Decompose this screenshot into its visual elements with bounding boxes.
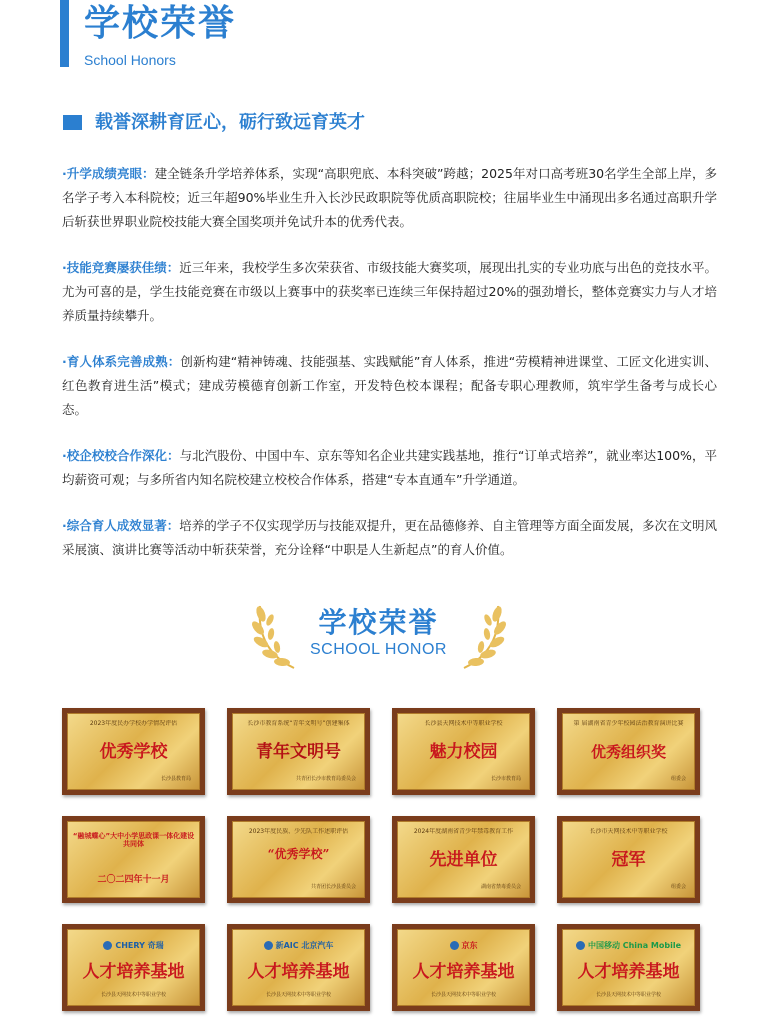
- plaque: [557, 708, 700, 795]
- plaque: [557, 924, 700, 1011]
- paragraph-1: [62, 162, 717, 234]
- plaque-header: 长沙市天网技术中等职业学校: [589, 828, 668, 835]
- plaque: [392, 924, 535, 1011]
- plaque-issuer: 组委会: [670, 884, 686, 890]
- paragraph-4: [62, 444, 717, 492]
- page-subtitle: School Honors: [84, 52, 176, 68]
- plaque-title: 冠军: [611, 850, 646, 870]
- plaque-header: 2024年度湖南省青少年禁毒教育工作: [413, 828, 514, 835]
- plaque: [62, 708, 205, 795]
- paragraph-3: [62, 350, 717, 422]
- plaque: [62, 816, 205, 903]
- honor-subtitle: SCHOOL HONOR: [310, 641, 447, 658]
- plaque-header: 长沙市教育系统“青年文明号”创建集体: [247, 720, 350, 727]
- section-flag-icon: [63, 115, 82, 130]
- plaque-title: 二〇二四年十一月: [97, 875, 170, 885]
- plaque-issuer: 共青团长沙县委员会: [310, 884, 356, 890]
- partner-logo: 中国移动 China Mobile: [563, 940, 694, 951]
- partner-logo: CHERY 奇瑞: [68, 940, 199, 951]
- plaque: [392, 816, 535, 903]
- plaque-issuer: 湖南省禁毒委员会: [480, 884, 521, 890]
- paragraph-lead: ·升学成绩亮眼：: [62, 166, 155, 181]
- school-emblem-icon: [576, 941, 585, 950]
- page-title: 学校荣誉: [84, 3, 237, 44]
- plaque: [557, 816, 700, 903]
- plaque-title: 先进单位: [429, 850, 498, 870]
- plaque-issuer: 长沙县天网技术中等职业学校: [430, 992, 496, 998]
- plaque-title: 青年文明号: [256, 742, 341, 762]
- plaque-issuer: 长沙县天网技术中等职业学校: [100, 992, 166, 998]
- plaque-title: 优秀组织奖: [590, 743, 666, 761]
- school-emblem-icon: [450, 941, 459, 950]
- plaque-header: 第 届湖南省青少年校园法治教育演讲比赛: [573, 720, 684, 727]
- plaque-header: “融城蝶心”大中小学思政课一体化建设共同体: [72, 832, 195, 848]
- plaque-title: 人才培养基地: [247, 962, 350, 982]
- plaque: [62, 924, 205, 1011]
- plaque: [392, 708, 535, 795]
- paragraph-text: 建全链条升学培养体系，实现“高职兜底、本科突破”跨越；2025年对口高考班30名学生全部上岸，多名学子考入本科院校；近三年超90%毕业生升入长沙民政职院等优质高职院校；往届毕业生中涌现出多名通过高职升学后斩获世界职业院校技能大赛全国奖项并免试升本的优秀代表。: [62, 166, 718, 229]
- honors-text: [62, 162, 717, 584]
- plaque-title: 人才培养基地: [577, 962, 680, 982]
- honor-title: 学校荣誉: [318, 606, 439, 639]
- plaque-header: 2023年度民族、少先队工作述职评估: [248, 828, 349, 835]
- plaque-title: 优秀学校: [99, 742, 168, 762]
- plaque: [227, 816, 370, 903]
- paragraph-lead: ·校企校校合作深化：: [62, 448, 180, 463]
- plaque-issuer: 长沙县教育局: [160, 776, 191, 782]
- plaque-title: 人才培养基地: [412, 962, 515, 982]
- plaque-header: 长沙县天网技术中等职业学校: [424, 720, 503, 727]
- paragraph-lead: ·技能竞赛屡获佳绩：: [62, 260, 180, 275]
- paragraph-text: 创新构建“精神铸魂、技能强基、实践赋能”育人体系，推进“劳模精神进课堂、工匠文化进实训、红色教育进生活”模式；建成劳模德育创新工作室，开发特色校本课程；配备专职心理教师，筑牢学生备考与成长心态。: [62, 354, 718, 417]
- honor-banner: [0, 606, 757, 660]
- paragraph-lead: ·综合育人成效显著：: [62, 518, 180, 533]
- plaque-issuer: 组委会: [670, 776, 686, 782]
- plaque-title: 人才培养基地: [82, 962, 185, 982]
- plaque: [227, 924, 370, 1011]
- plaque-issuer: 长沙县天网技术中等职业学校: [265, 992, 331, 998]
- paragraph-text: 与北汽股份、中国中车、京东等知名企业共建实践基地，推行“订单式培养”，就业率达100%，平均薪资可观；与多所省内知名院校建立校校合作体系，搭建“专本直通车”升学通道。: [62, 448, 717, 487]
- paragraph-text: 培养的学子不仅实现学历与技能双提升，更在品德修养、自主管理等方面全面发展，多次在文明风采展演、演讲比赛等活动中斩获荣誉，充分诠释“中职是人生新起点”的育人价值。: [62, 518, 717, 557]
- school-emblem-icon: [264, 941, 273, 950]
- plaque-issuer: 长沙县天网技术中等职业学校: [595, 992, 661, 998]
- paragraph-2: [62, 256, 717, 328]
- header-accent-bar: [60, 0, 69, 67]
- plaque: [227, 708, 370, 795]
- partner-logo: 新AIC 北京汽车: [233, 940, 364, 951]
- plaque-title: “优秀学校”: [267, 847, 330, 861]
- paragraph-lead: ·育人体系完善成熟：: [62, 354, 181, 369]
- plaque-title: 魅力校园: [429, 742, 498, 762]
- school-emblem-icon: [103, 941, 112, 950]
- paragraph-5: [62, 514, 717, 562]
- section-title: 载誉深耕育匠心，砺行致远育英才: [95, 112, 365, 133]
- plaque-issuer: 长沙市教育局: [490, 776, 521, 782]
- plaque-header: 2023年度民办学校办学情况评估: [89, 720, 178, 727]
- plaque-issuer: 共青团长沙市教育局委员会: [295, 776, 356, 782]
- paragraph-text: 近三年来，我校学生多次荣获省、市级技能大赛奖项，展现出扎实的专业功底与出色的竞技水平。尤为可喜的是，学生技能竞赛在市级以上赛事中的获奖率已连续三年保持超过20%的强劲增长，整体竞赛实力与人才培养质量持续攀升。: [62, 260, 717, 323]
- partner-logo: 京东: [398, 940, 529, 951]
